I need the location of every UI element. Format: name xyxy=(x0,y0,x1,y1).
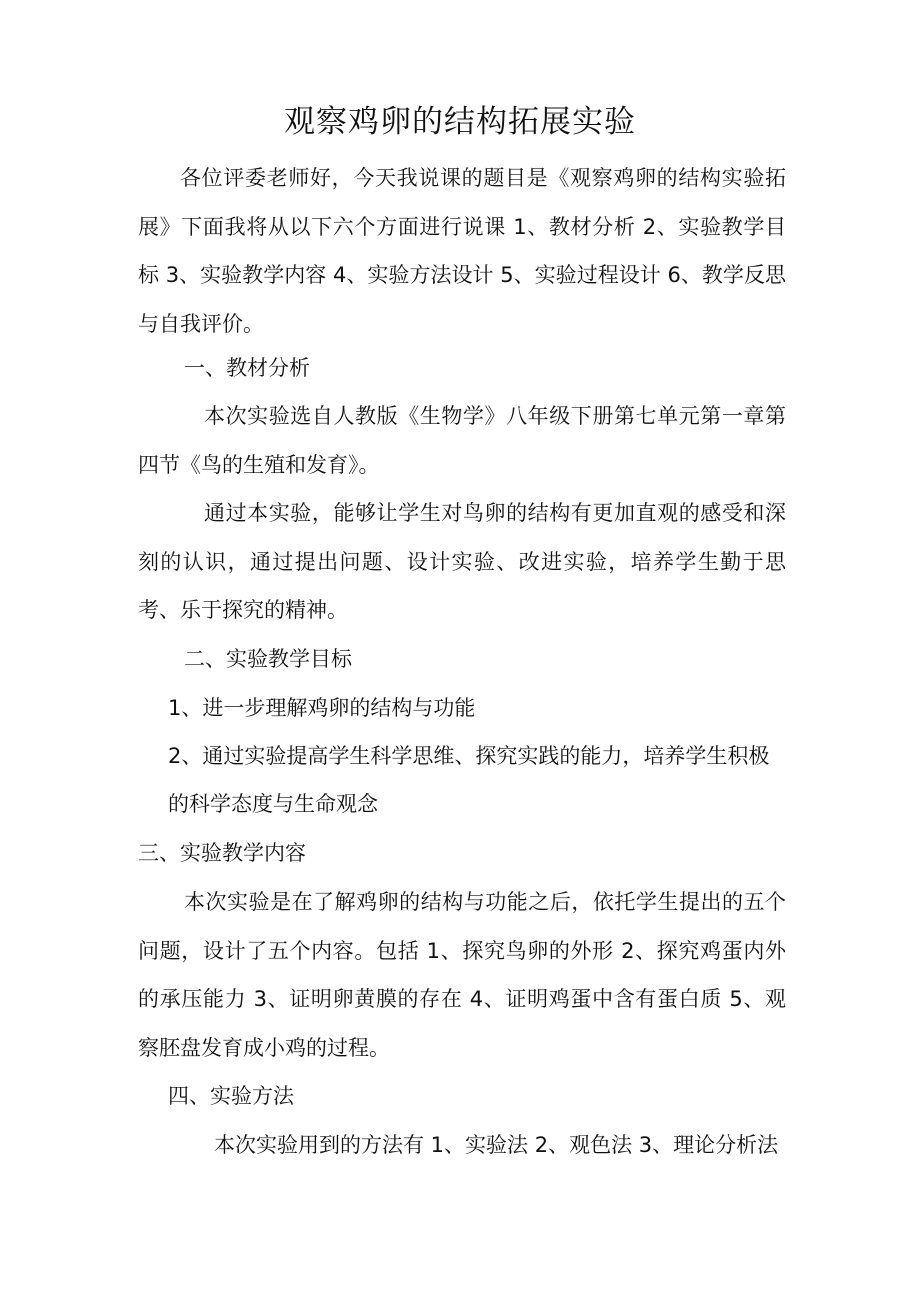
section4-paragraph: 本次实验用到的方法有 1、实验法 2、观色法 3、理论分析法 xyxy=(214,1133,779,1157)
goal-item-2-line-2: 的科学态度与生命观念 xyxy=(168,792,378,816)
goal-item-2-line-1: 2、通过实验提高学生科学思维、探究实践的能力，培养学生积极 xyxy=(168,744,770,768)
section-heading-teaching-goals: 二、实验教学目标 xyxy=(184,647,352,671)
goal-item-1: 1、进一步理解鸡卵的结构与功能 xyxy=(168,696,476,720)
section1-paragraph-purpose: 通过本实验，能够让学生对鸟卵的结构有更加直观的感受和深刻的认识，通过提出问题、设计实验、改进实验，培养学生勤于思考、乐于探究的精神。 xyxy=(138,501,786,623)
section-heading-teaching-content: 三、实验教学内容 xyxy=(138,841,306,865)
section-heading-teaching-material: 一、教材分析 xyxy=(184,356,310,380)
section3-paragraph: 本次实验是在了解鸡卵的结构与功能之后，依托学生提出的五个问题，设计了五个内容。包括 1、探究鸟卵的外形 2、探究鸡蛋内外的承压能力 3、证明卵黄膜的存在 4、证明鸡蛋中含有蛋白质 5、观察胚盘发育成小鸡的过程。 xyxy=(138,890,786,1060)
intro-paragraph: 各位评委老师好，今天我说课的题目是《观察鸡卵的结构实验拓展》下面我将从以下六个方面进行说课 1、教材分析 2、实验教学目标 3、实验教学内容 4、实验方法设计 5、实验过程设计 6、教学反思与自我评价。 xyxy=(138,166,786,336)
section1-paragraph-source: 本次实验选自人教版《生物学》八年级下册第七单元第一章第四节《鸟的生殖和发育》。 xyxy=(138,404,786,477)
document-title: 观察鸡卵的结构拓展实验 xyxy=(284,104,636,140)
section-heading-methods: 四、实验方法 xyxy=(168,1084,294,1108)
